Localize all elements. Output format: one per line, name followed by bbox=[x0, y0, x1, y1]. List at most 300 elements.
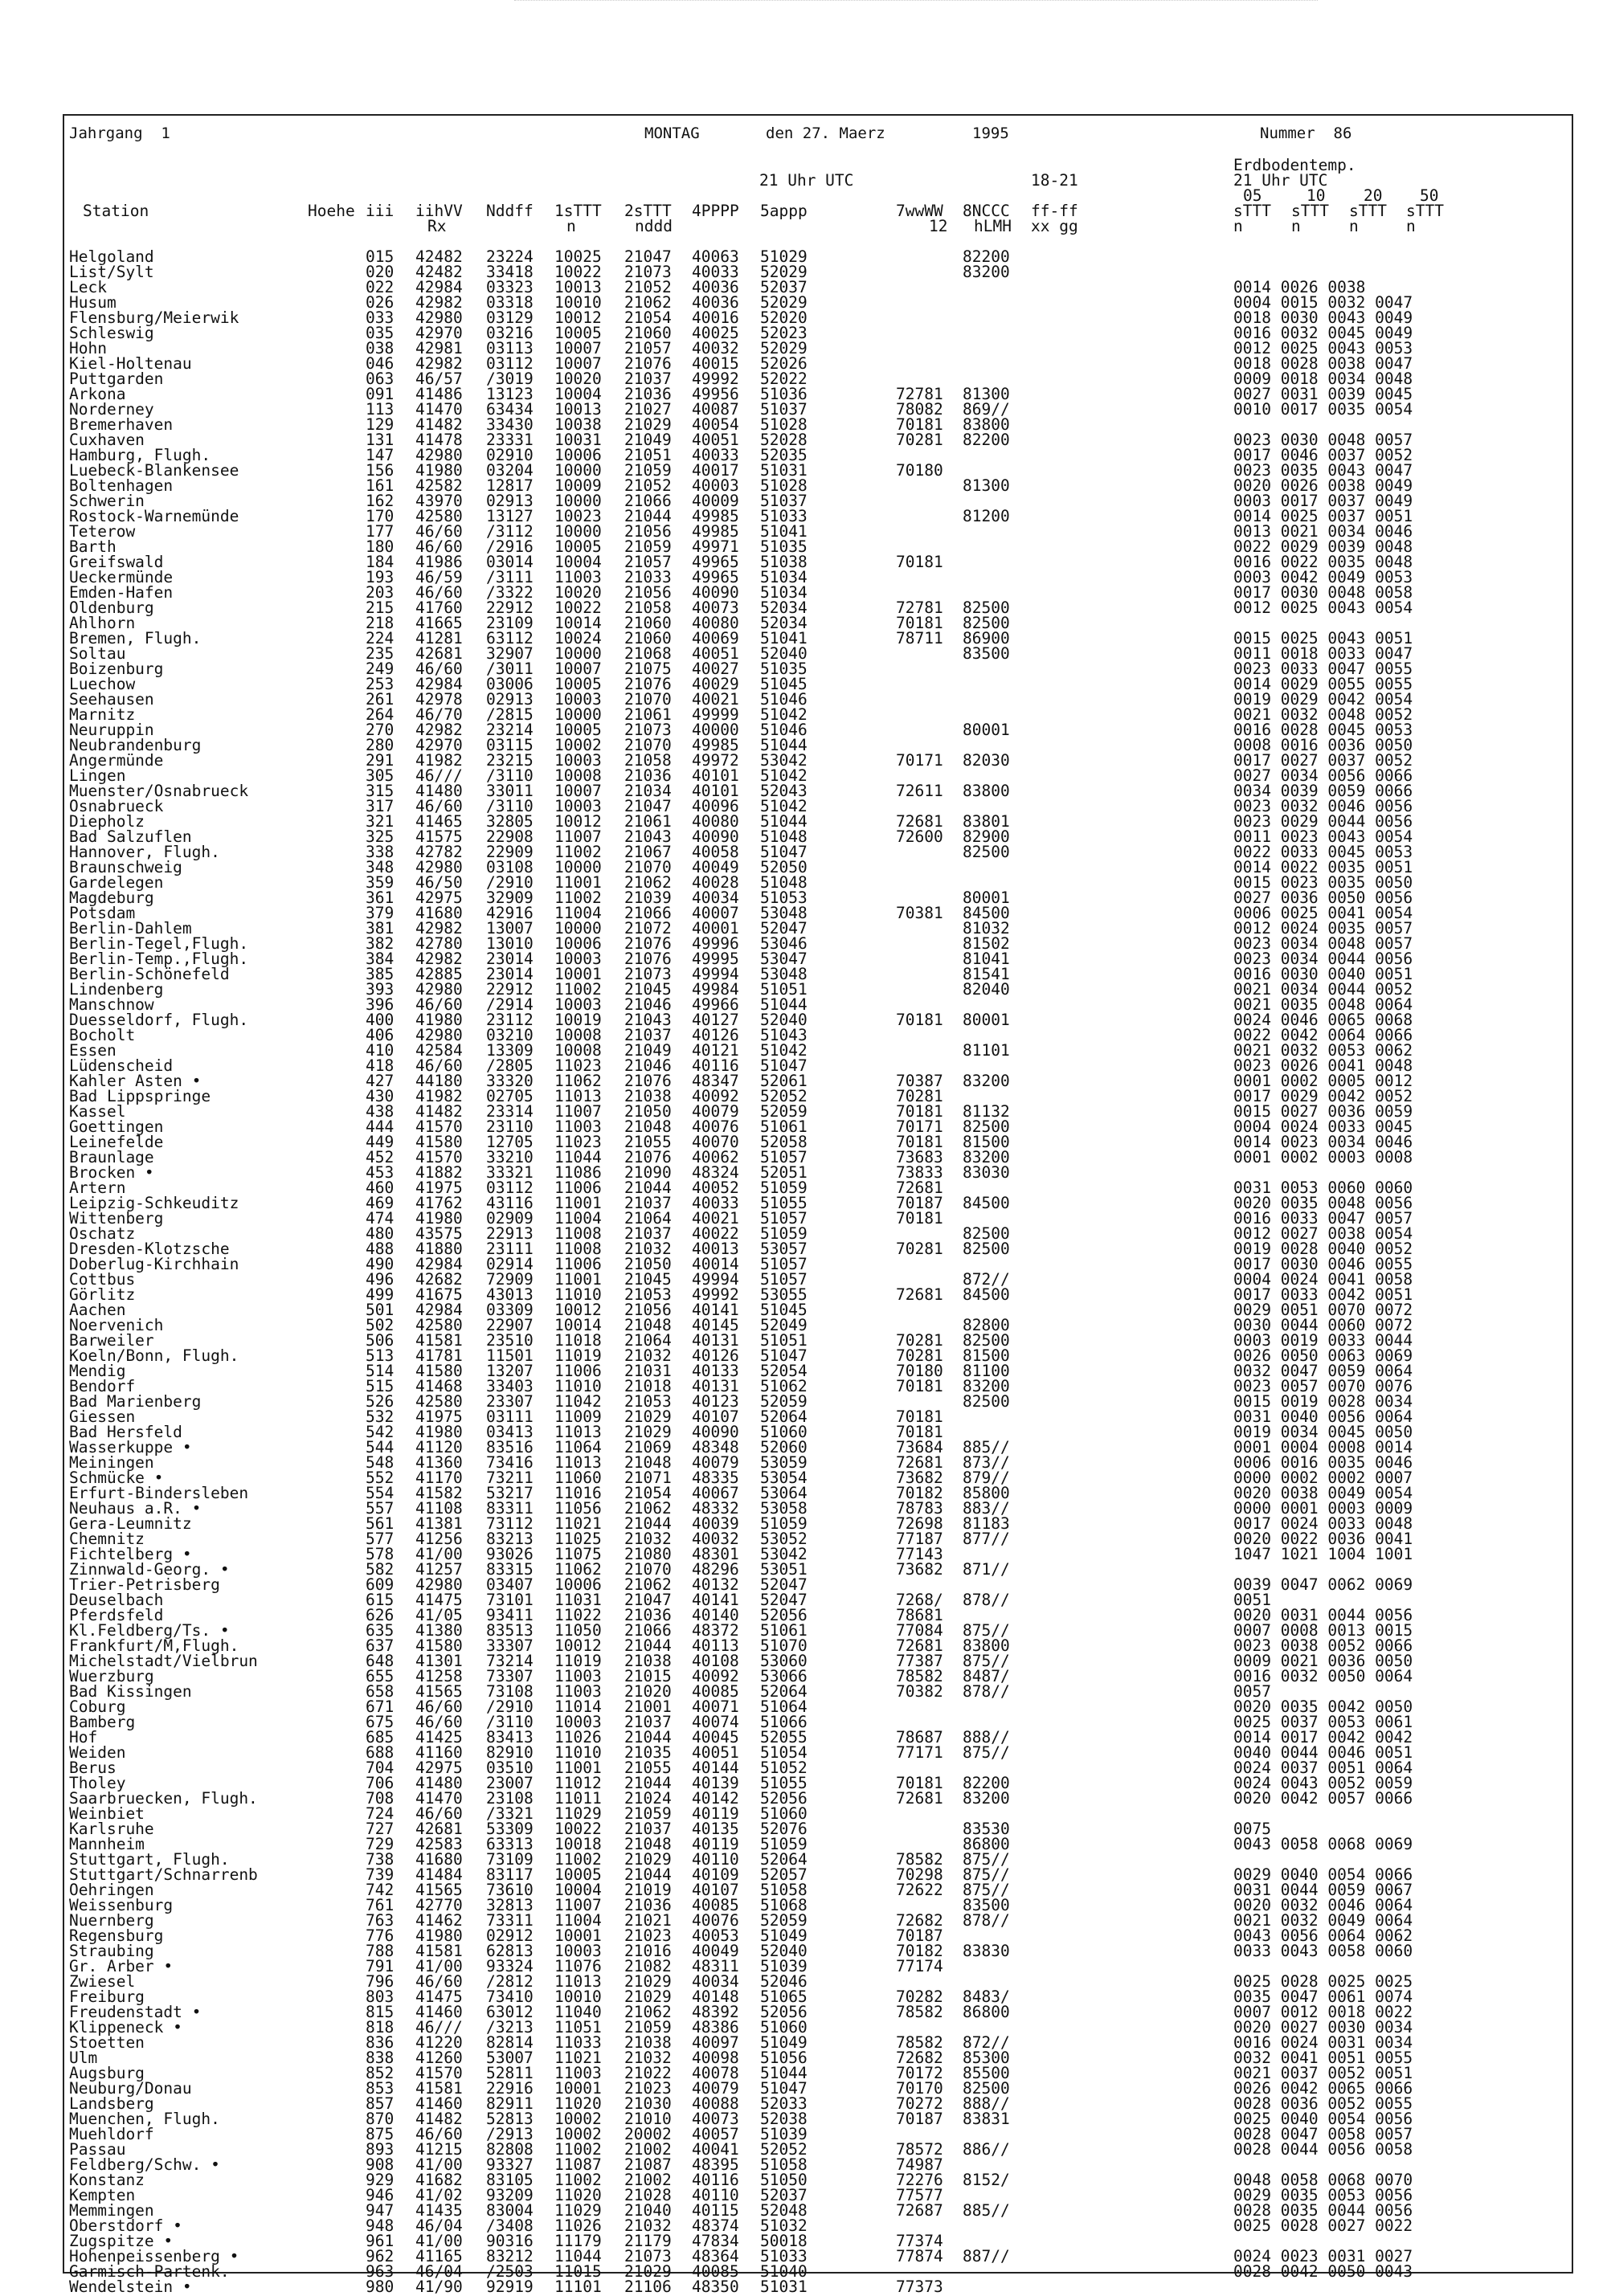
cell-nddff: 03113 bbox=[486, 339, 534, 357]
cell-soil: 0014 0023 0034 0046 bbox=[1233, 1133, 1413, 1151]
cell-soil: 0009 0018 0034 0048 bbox=[1233, 370, 1413, 388]
cell-appp: 53055 bbox=[760, 1285, 808, 1304]
cell-iii: 893 bbox=[366, 2140, 395, 2159]
cell-ttt2: 21054 bbox=[624, 308, 672, 327]
cell-ww: 70180 bbox=[896, 1362, 943, 1380]
cell-ww: 77374 bbox=[896, 2232, 943, 2250]
cell-ttt1: 10002 bbox=[554, 736, 602, 754]
cell-ncc: 875// bbox=[963, 1621, 1010, 1640]
cell-ttt1: 11003 bbox=[554, 1117, 602, 1136]
cell-soil: 0007 0008 0013 0015 bbox=[1233, 1621, 1413, 1640]
cell-station: Emden-Hafen bbox=[69, 583, 174, 602]
cell-ttt1: 11003 bbox=[554, 568, 602, 586]
cell-ttt1: 11007 bbox=[554, 1102, 602, 1121]
cell-nddff: /2812 bbox=[486, 1972, 534, 1991]
cell-ttt2: 21066 bbox=[624, 1621, 672, 1640]
cell-station: Oschatz bbox=[69, 1224, 136, 1243]
cell-soil: 0016 0032 0045 0049 bbox=[1233, 324, 1413, 342]
cell-iihvv: 41475 bbox=[415, 1591, 463, 1609]
cell-pppp: 40090 bbox=[692, 583, 739, 602]
cell-iii: 761 bbox=[366, 1896, 395, 1914]
cell-soil: 0023 0034 0044 0056 bbox=[1233, 950, 1413, 968]
cell-ttt1: 10000 bbox=[554, 858, 602, 876]
cell-ttt1: 10038 bbox=[554, 415, 602, 434]
cell-soil: 0022 0042 0064 0066 bbox=[1233, 1026, 1413, 1044]
cell-ttt2: 21076 bbox=[624, 934, 672, 953]
cell-iihvv: 42980 bbox=[415, 858, 463, 876]
cell-nddff: /3112 bbox=[486, 522, 534, 541]
cell-ttt2: 21028 bbox=[624, 2186, 672, 2204]
cell-iihvv: 41680 bbox=[415, 904, 463, 922]
cell-appp: 53042 bbox=[760, 1545, 808, 1563]
cell-iihvv: 41760 bbox=[415, 599, 463, 617]
cell-nddff: /2914 bbox=[486, 995, 534, 1014]
cell-iii: 453 bbox=[366, 1163, 395, 1182]
cell-iihvv: 42583 bbox=[415, 1835, 463, 1853]
cell-ttt2: 21036 bbox=[624, 385, 672, 403]
cell-ttt1: 10001 bbox=[554, 965, 602, 983]
cell-appp: 52049 bbox=[760, 1316, 808, 1334]
cell-ww: 70281 bbox=[896, 1240, 943, 1258]
cell-iihvv: 41482 bbox=[415, 2110, 463, 2128]
cell-ttt2: 21076 bbox=[624, 354, 672, 373]
cell-nddff: 73307 bbox=[486, 1667, 534, 1685]
cell-ttt2: 21044 bbox=[624, 1774, 672, 1792]
cell-ttt2: 21070 bbox=[624, 690, 672, 709]
cell-station: Stoetten bbox=[69, 2033, 145, 2052]
cell-soil: 0014 0022 0035 0051 bbox=[1233, 858, 1413, 876]
cell-soil: 0019 0028 0040 0052 bbox=[1233, 1240, 1413, 1258]
cell-station: Bendorf bbox=[69, 1377, 136, 1395]
cell-soil: 0020 0038 0049 0054 bbox=[1233, 1484, 1413, 1502]
cell-soil: 0027 0036 0050 0056 bbox=[1233, 889, 1413, 907]
cell-soil: 1047 1021 1004 1001 bbox=[1233, 1545, 1413, 1563]
cell-nddff: /3111 bbox=[486, 568, 534, 586]
cell-station: Hohenpeissenberg • bbox=[69, 2247, 239, 2265]
cell-ttt2: 21038 bbox=[624, 1087, 672, 1105]
cell-iihvv: 42975 bbox=[415, 889, 463, 907]
cell-station: Bad Marienberg bbox=[69, 1392, 202, 1411]
cell-iihvv: 41665 bbox=[415, 614, 463, 632]
cell-nddff: 73610 bbox=[486, 1881, 534, 1899]
cell-ncc: 81541 bbox=[963, 965, 1010, 983]
cell-appp: 51062 bbox=[760, 1377, 808, 1395]
cell-iihvv: 42580 bbox=[415, 507, 463, 525]
cell-pppp: 40113 bbox=[692, 1636, 739, 1655]
cell-ww: 72781 bbox=[896, 599, 943, 617]
cell-station: Weiden bbox=[69, 1743, 126, 1762]
cell-ttt2: 21019 bbox=[624, 1881, 672, 1899]
cell-appp: 51041 bbox=[760, 522, 808, 541]
cell-iii: 637 bbox=[366, 1636, 395, 1655]
cell-ww: 7268/ bbox=[896, 1591, 943, 1609]
cell-ttt2: 21032 bbox=[624, 1530, 672, 1548]
cell-iihvv: 41480 bbox=[415, 1774, 463, 1792]
cell-iihvv: 43970 bbox=[415, 492, 463, 510]
cell-ttt1: 11001 bbox=[554, 1194, 602, 1212]
cell-iihvv: 41486 bbox=[415, 385, 463, 403]
cell-ttt2: 21037 bbox=[624, 370, 672, 388]
cell-iihvv: 46/60 bbox=[415, 522, 463, 541]
cell-ttt1: 10000 bbox=[554, 644, 602, 663]
cell-ncc: 82500 bbox=[963, 614, 1010, 632]
cell-iihvv: 46/60 bbox=[415, 2125, 463, 2143]
cell-soil: 0012 0024 0035 0057 bbox=[1233, 919, 1413, 938]
cell-pppp: 40063 bbox=[692, 247, 739, 266]
cell-iii: 400 bbox=[366, 1011, 395, 1029]
cell-ttt1: 11026 bbox=[554, 2216, 602, 2235]
cell-nddff: /2815 bbox=[486, 705, 534, 724]
cell-station: Bamberg bbox=[69, 1713, 136, 1731]
cell-appp: 52052 bbox=[760, 1087, 808, 1105]
cell-nddff: 93209 bbox=[486, 2186, 534, 2204]
cell-soil: 0017 0030 0046 0055 bbox=[1233, 1255, 1413, 1273]
cell-nddff: 63012 bbox=[486, 2003, 534, 2021]
cell-appp: 52028 bbox=[760, 431, 808, 449]
cell-soil: 0014 0017 0042 0042 bbox=[1233, 1728, 1413, 1747]
cell-station: Bremerhaven bbox=[69, 415, 174, 434]
cell-ttt2: 21062 bbox=[624, 2003, 672, 2021]
cell-pppp: 40027 bbox=[692, 660, 739, 678]
cell-iihvv: 41581 bbox=[415, 1331, 463, 1350]
cell-nddff: 73416 bbox=[486, 1453, 534, 1472]
cell-nddff: 73109 bbox=[486, 1850, 534, 1869]
cell-soil: 0021 0032 0048 0052 bbox=[1233, 705, 1413, 724]
cell-appp: 51038 bbox=[760, 553, 808, 571]
cell-soil: 0018 0030 0043 0049 bbox=[1233, 308, 1413, 327]
cell-station: Gardelegen bbox=[69, 873, 164, 892]
cell-iii: 552 bbox=[366, 1469, 395, 1487]
cell-ttt1: 10022 bbox=[554, 263, 602, 281]
cell-ncc: 84500 bbox=[963, 1285, 1010, 1304]
cell-ttt1: 10003 bbox=[554, 797, 602, 815]
cell-nddff: /3110 bbox=[486, 766, 534, 785]
cell-iihvv: 42782 bbox=[415, 843, 463, 861]
cell-pppp: 40132 bbox=[692, 1575, 739, 1594]
cell-ww: 70181 bbox=[896, 1209, 943, 1228]
cell-station: Wasserkuppe • bbox=[69, 1438, 192, 1456]
cell-soil: 0032 0041 0051 0055 bbox=[1233, 2049, 1413, 2067]
cell-iihvv: 42970 bbox=[415, 324, 463, 342]
cell-iii: 147 bbox=[366, 446, 395, 464]
cell-nddff: 02913 bbox=[486, 492, 534, 510]
cell-ncc: 878// bbox=[963, 1591, 1010, 1609]
cell-nddff: 63434 bbox=[486, 400, 534, 419]
cell-station: Trier-Petrisberg bbox=[69, 1575, 220, 1594]
cell-ttt1: 10005 bbox=[554, 1865, 602, 1884]
cell-nddff: /2910 bbox=[486, 1697, 534, 1716]
cell-appp: 51060 bbox=[760, 1804, 808, 1823]
cell-appp: 51053 bbox=[760, 889, 808, 907]
cell-pppp: 49956 bbox=[692, 385, 739, 403]
cell-soil: 0022 0029 0039 0048 bbox=[1233, 537, 1413, 556]
cell-iii: 381 bbox=[366, 919, 395, 938]
cell-ttt2: 21062 bbox=[624, 1575, 672, 1594]
cell-soil: 0012 0027 0038 0054 bbox=[1233, 1224, 1413, 1243]
cell-iihvv: 46/70 bbox=[415, 705, 463, 724]
cell-nddff: 83315 bbox=[486, 1560, 534, 1579]
cell-ttt1: 11019 bbox=[554, 1346, 602, 1365]
cell-soil: 0017 0030 0048 0058 bbox=[1233, 583, 1413, 602]
cell-ttt1: 11033 bbox=[554, 2033, 602, 2052]
cell-pppp: 40126 bbox=[692, 1026, 739, 1044]
col-7wwww-sub: 12 bbox=[929, 217, 948, 235]
cell-station: Luechow bbox=[69, 675, 136, 693]
cell-iihvv: 42980 bbox=[415, 1575, 463, 1594]
cell-ww: 70181 bbox=[896, 553, 943, 571]
cell-iii: 948 bbox=[366, 2216, 395, 2235]
cell-station: Greifswald bbox=[69, 553, 164, 571]
cell-nddff: 03112 bbox=[486, 1179, 534, 1197]
cell-ttt2: 21066 bbox=[624, 904, 672, 922]
cell-iii: 704 bbox=[366, 1759, 395, 1777]
cell-nddff: 03413 bbox=[486, 1423, 534, 1441]
cell-ncc: 83200 bbox=[963, 1148, 1010, 1166]
cell-iihvv: 41470 bbox=[415, 400, 463, 419]
cell-soil: 0009 0021 0036 0050 bbox=[1233, 1652, 1413, 1670]
cell-ttt2: 21070 bbox=[624, 736, 672, 754]
cell-ttt1: 11051 bbox=[554, 2018, 602, 2037]
cell-iii: 170 bbox=[366, 507, 395, 525]
cell-soil: 0027 0034 0056 0066 bbox=[1233, 766, 1413, 785]
cell-iihvv: 42681 bbox=[415, 644, 463, 663]
cell-ttt1: 11019 bbox=[554, 1652, 602, 1670]
cell-appp: 51044 bbox=[760, 995, 808, 1014]
cell-station: Aachen bbox=[69, 1301, 126, 1319]
cell-ttt1: 11062 bbox=[554, 1560, 602, 1579]
cell-iihvv: 46/// bbox=[415, 766, 463, 785]
cell-iii: 280 bbox=[366, 736, 395, 754]
col-s20-sub: n bbox=[1349, 217, 1359, 235]
cell-pppp: 40033 bbox=[692, 446, 739, 464]
cell-iihvv: 41/00 bbox=[415, 2155, 463, 2174]
cell-appp: 53047 bbox=[760, 950, 808, 968]
cell-ncc: 83800 bbox=[963, 415, 1010, 434]
obs-time: 21 Uhr UTC bbox=[759, 171, 854, 190]
cell-pppp: 40127 bbox=[692, 1011, 739, 1029]
cell-station: Brocken • bbox=[69, 1163, 154, 1182]
cell-station: Norderney bbox=[69, 400, 154, 419]
cell-iii: 582 bbox=[366, 1560, 395, 1579]
cell-ttt1: 11004 bbox=[554, 1911, 602, 1930]
cell-ncc: 871// bbox=[963, 1560, 1010, 1579]
cell-nddff: 03210 bbox=[486, 1026, 534, 1044]
cell-ncc: 877// bbox=[963, 1530, 1010, 1548]
cell-ncc: 85800 bbox=[963, 1484, 1010, 1502]
cell-pppp: 40108 bbox=[692, 1652, 739, 1670]
cell-appp: 52057 bbox=[760, 1865, 808, 1884]
cell-ttt1: 10022 bbox=[554, 1820, 602, 1838]
cell-station: Schleswig bbox=[69, 324, 154, 342]
cell-station: Cottbus bbox=[69, 1270, 136, 1289]
cell-iihvv: 41565 bbox=[415, 1682, 463, 1701]
cell-ttt2: 21053 bbox=[624, 1285, 672, 1304]
cell-ttt2: 21044 bbox=[624, 1514, 672, 1533]
col-s20: sTTT bbox=[1349, 202, 1387, 220]
cell-pppp: 49999 bbox=[692, 705, 739, 724]
cell-soil: 0021 0032 0053 0062 bbox=[1233, 1041, 1413, 1060]
cell-iii: 156 bbox=[366, 461, 395, 480]
cell-ww: 70282 bbox=[896, 1988, 943, 2006]
cell-iii: 506 bbox=[366, 1331, 395, 1350]
cell-ttt2: 21033 bbox=[624, 568, 672, 586]
cell-ttt2: 21044 bbox=[624, 1636, 672, 1655]
cell-station: Passau bbox=[69, 2140, 126, 2159]
cell-soil: 0017 0029 0042 0052 bbox=[1233, 1087, 1413, 1105]
cell-soil: 0023 0030 0048 0057 bbox=[1233, 431, 1413, 449]
cell-nddff: 63313 bbox=[486, 1835, 534, 1853]
cell-soil: 0028 0036 0052 0055 bbox=[1233, 2094, 1413, 2113]
cell-ncc: 83500 bbox=[963, 1896, 1010, 1914]
cell-nddff: 03111 bbox=[486, 1407, 534, 1426]
cell-ttt1: 10003 bbox=[554, 995, 602, 1014]
cell-ttt2: 21060 bbox=[624, 614, 672, 632]
cell-ttt2: 21050 bbox=[624, 1102, 672, 1121]
cell-appp: 51044 bbox=[760, 2064, 808, 2082]
cell-pppp: 48364 bbox=[692, 2247, 739, 2265]
cell-station: Schmücke • bbox=[69, 1469, 164, 1487]
cell-ttt2: 21035 bbox=[624, 1743, 672, 1762]
cell-ttt2: 21059 bbox=[624, 1804, 672, 1823]
cell-ncc: 80001 bbox=[963, 721, 1010, 739]
cell-ttt1: 10006 bbox=[554, 934, 602, 953]
cell-soil: 0043 0058 0068 0069 bbox=[1233, 1835, 1413, 1853]
cell-ncc: 82200 bbox=[963, 431, 1010, 449]
cell-soil: 0043 0056 0064 0062 bbox=[1233, 1926, 1413, 1945]
cell-iihvv: 46/60 bbox=[415, 660, 463, 678]
cell-pppp: 40016 bbox=[692, 308, 739, 327]
cell-ttt1: 10014 bbox=[554, 614, 602, 632]
cell-ttt2: 21036 bbox=[624, 766, 672, 785]
cell-soil: 0028 0047 0058 0057 bbox=[1233, 2125, 1413, 2143]
cell-ww: 78783 bbox=[896, 1499, 943, 1518]
cell-ttt1: 10008 bbox=[554, 766, 602, 785]
cell-ttt1: 11020 bbox=[554, 2186, 602, 2204]
cell-nddff: 33321 bbox=[486, 1163, 534, 1182]
cell-ncc: 8487/ bbox=[963, 1667, 1010, 1685]
cell-appp: 52064 bbox=[760, 1407, 808, 1426]
cell-station: Flensburg/Meierwik bbox=[69, 308, 239, 327]
cell-iihvv: 41360 bbox=[415, 1453, 463, 1472]
cell-nddff: 73410 bbox=[486, 1988, 534, 2006]
cell-ttt1: 11002 bbox=[554, 980, 602, 999]
cell-ttt1: 11004 bbox=[554, 1209, 602, 1228]
cell-station: Zinnwald-Georg. • bbox=[69, 1560, 230, 1579]
cell-ttt2: 21080 bbox=[624, 1545, 672, 1563]
cell-iii: 544 bbox=[366, 1438, 395, 1456]
cell-appp: 51047 bbox=[760, 1346, 808, 1365]
cell-ttt2: 21106 bbox=[624, 2278, 672, 2296]
cell-iihvv: 46/60 bbox=[415, 995, 463, 1014]
cell-pppp: 40058 bbox=[692, 843, 739, 861]
cell-iii: 635 bbox=[366, 1621, 395, 1640]
cell-ttt2: 21055 bbox=[624, 1133, 672, 1151]
cell-soil: 0001 0002 0005 0012 bbox=[1233, 1072, 1413, 1090]
cell-pppp: 48311 bbox=[692, 1957, 739, 1975]
cell-iii: 063 bbox=[366, 370, 395, 388]
cell-soil: 0026 0050 0063 0069 bbox=[1233, 1346, 1413, 1365]
cell-iihvv: 41258 bbox=[415, 1667, 463, 1685]
cell-ttt2: 21072 bbox=[624, 919, 672, 938]
cell-station: Stuttgart/Schnarrenb bbox=[69, 1865, 258, 1884]
cell-iii: 542 bbox=[366, 1423, 395, 1441]
cell-nddff: /2503 bbox=[486, 2262, 534, 2281]
cell-ttt1: 10012 bbox=[554, 1636, 602, 1655]
cell-station: Diepholz bbox=[69, 812, 145, 831]
depth-10: 10 bbox=[1306, 186, 1326, 205]
cell-soil: 0023 0026 0041 0048 bbox=[1233, 1056, 1413, 1075]
cell-ttt2: 21044 bbox=[624, 1728, 672, 1747]
cell-ttt1: 11044 bbox=[554, 1148, 602, 1166]
cell-ttt2: 21067 bbox=[624, 843, 672, 861]
cell-nddff: /3011 bbox=[486, 660, 534, 678]
cell-pppp: 40101 bbox=[692, 782, 739, 800]
cell-nddff: 82911 bbox=[486, 2094, 534, 2113]
cell-ncc: 885// bbox=[963, 2201, 1010, 2220]
cell-ncc: 886// bbox=[963, 2140, 1010, 2159]
cell-ttt1: 10001 bbox=[554, 1926, 602, 1945]
cell-ttt1: 10019 bbox=[554, 1011, 602, 1029]
cell-soil: 0016 0030 0040 0051 bbox=[1233, 965, 1413, 983]
cell-ttt1: 11015 bbox=[554, 2262, 602, 2281]
cell-ttt2: 21029 bbox=[624, 1972, 672, 1991]
cell-iii: 838 bbox=[366, 2049, 395, 2067]
cell-pppp: 48350 bbox=[692, 2278, 739, 2296]
cell-ttt1: 11029 bbox=[554, 2201, 602, 2220]
cell-ncc: 86800 bbox=[963, 2003, 1010, 2021]
cell-pppp: 49985 bbox=[692, 507, 739, 525]
cell-soil: 0019 0029 0042 0054 bbox=[1233, 690, 1413, 709]
cell-appp: 51039 bbox=[760, 2125, 808, 2143]
cell-station: Boltenhagen bbox=[69, 476, 174, 495]
cell-ncc: 83530 bbox=[963, 1820, 1010, 1838]
cell-ncc: 83200 bbox=[963, 1789, 1010, 1808]
cell-soil: 0020 0031 0044 0056 bbox=[1233, 1606, 1413, 1624]
cell-pppp: 40133 bbox=[692, 1362, 739, 1380]
cell-pppp: 48332 bbox=[692, 1499, 739, 1518]
cell-station: Muenchen, Flugh. bbox=[69, 2110, 220, 2128]
cell-ttt2: 21018 bbox=[624, 1377, 672, 1395]
cell-pppp: 40017 bbox=[692, 461, 739, 480]
cell-appp: 51047 bbox=[760, 1056, 808, 1075]
cell-nddff: 23214 bbox=[486, 721, 534, 739]
cell-appp: 51059 bbox=[760, 1224, 808, 1243]
cell-soil: 0014 0025 0037 0051 bbox=[1233, 507, 1413, 525]
cell-soil: 0015 0023 0035 0050 bbox=[1233, 873, 1413, 892]
cell-ttt1: 11042 bbox=[554, 1392, 602, 1411]
cell-iii: 379 bbox=[366, 904, 395, 922]
cell-station: Noervenich bbox=[69, 1316, 164, 1334]
cell-appp: 51043 bbox=[760, 1026, 808, 1044]
cell-iihvv: 42482 bbox=[415, 247, 463, 266]
cell-appp: 51047 bbox=[760, 843, 808, 861]
cell-iii: 406 bbox=[366, 1026, 395, 1044]
cell-iihvv: 41570 bbox=[415, 2064, 463, 2082]
cell-station: Schwerin bbox=[69, 492, 145, 510]
cell-nddff: 23014 bbox=[486, 950, 534, 968]
cell-iihvv: 42980 bbox=[415, 308, 463, 327]
cell-iii: 035 bbox=[366, 324, 395, 342]
cell-ttt1: 11002 bbox=[554, 889, 602, 907]
cell-ttt2: 21048 bbox=[624, 1453, 672, 1472]
cell-soil: 0039 0047 0062 0069 bbox=[1233, 1575, 1413, 1594]
cell-ncc: 82500 bbox=[963, 1224, 1010, 1243]
cell-appp: 51054 bbox=[760, 1743, 808, 1762]
cell-station: Nuernberg bbox=[69, 1911, 154, 1930]
cell-pppp: 49971 bbox=[692, 537, 739, 556]
cell-appp: 51031 bbox=[760, 2278, 808, 2296]
cell-soil: 0033 0043 0058 0060 bbox=[1233, 1942, 1413, 1960]
